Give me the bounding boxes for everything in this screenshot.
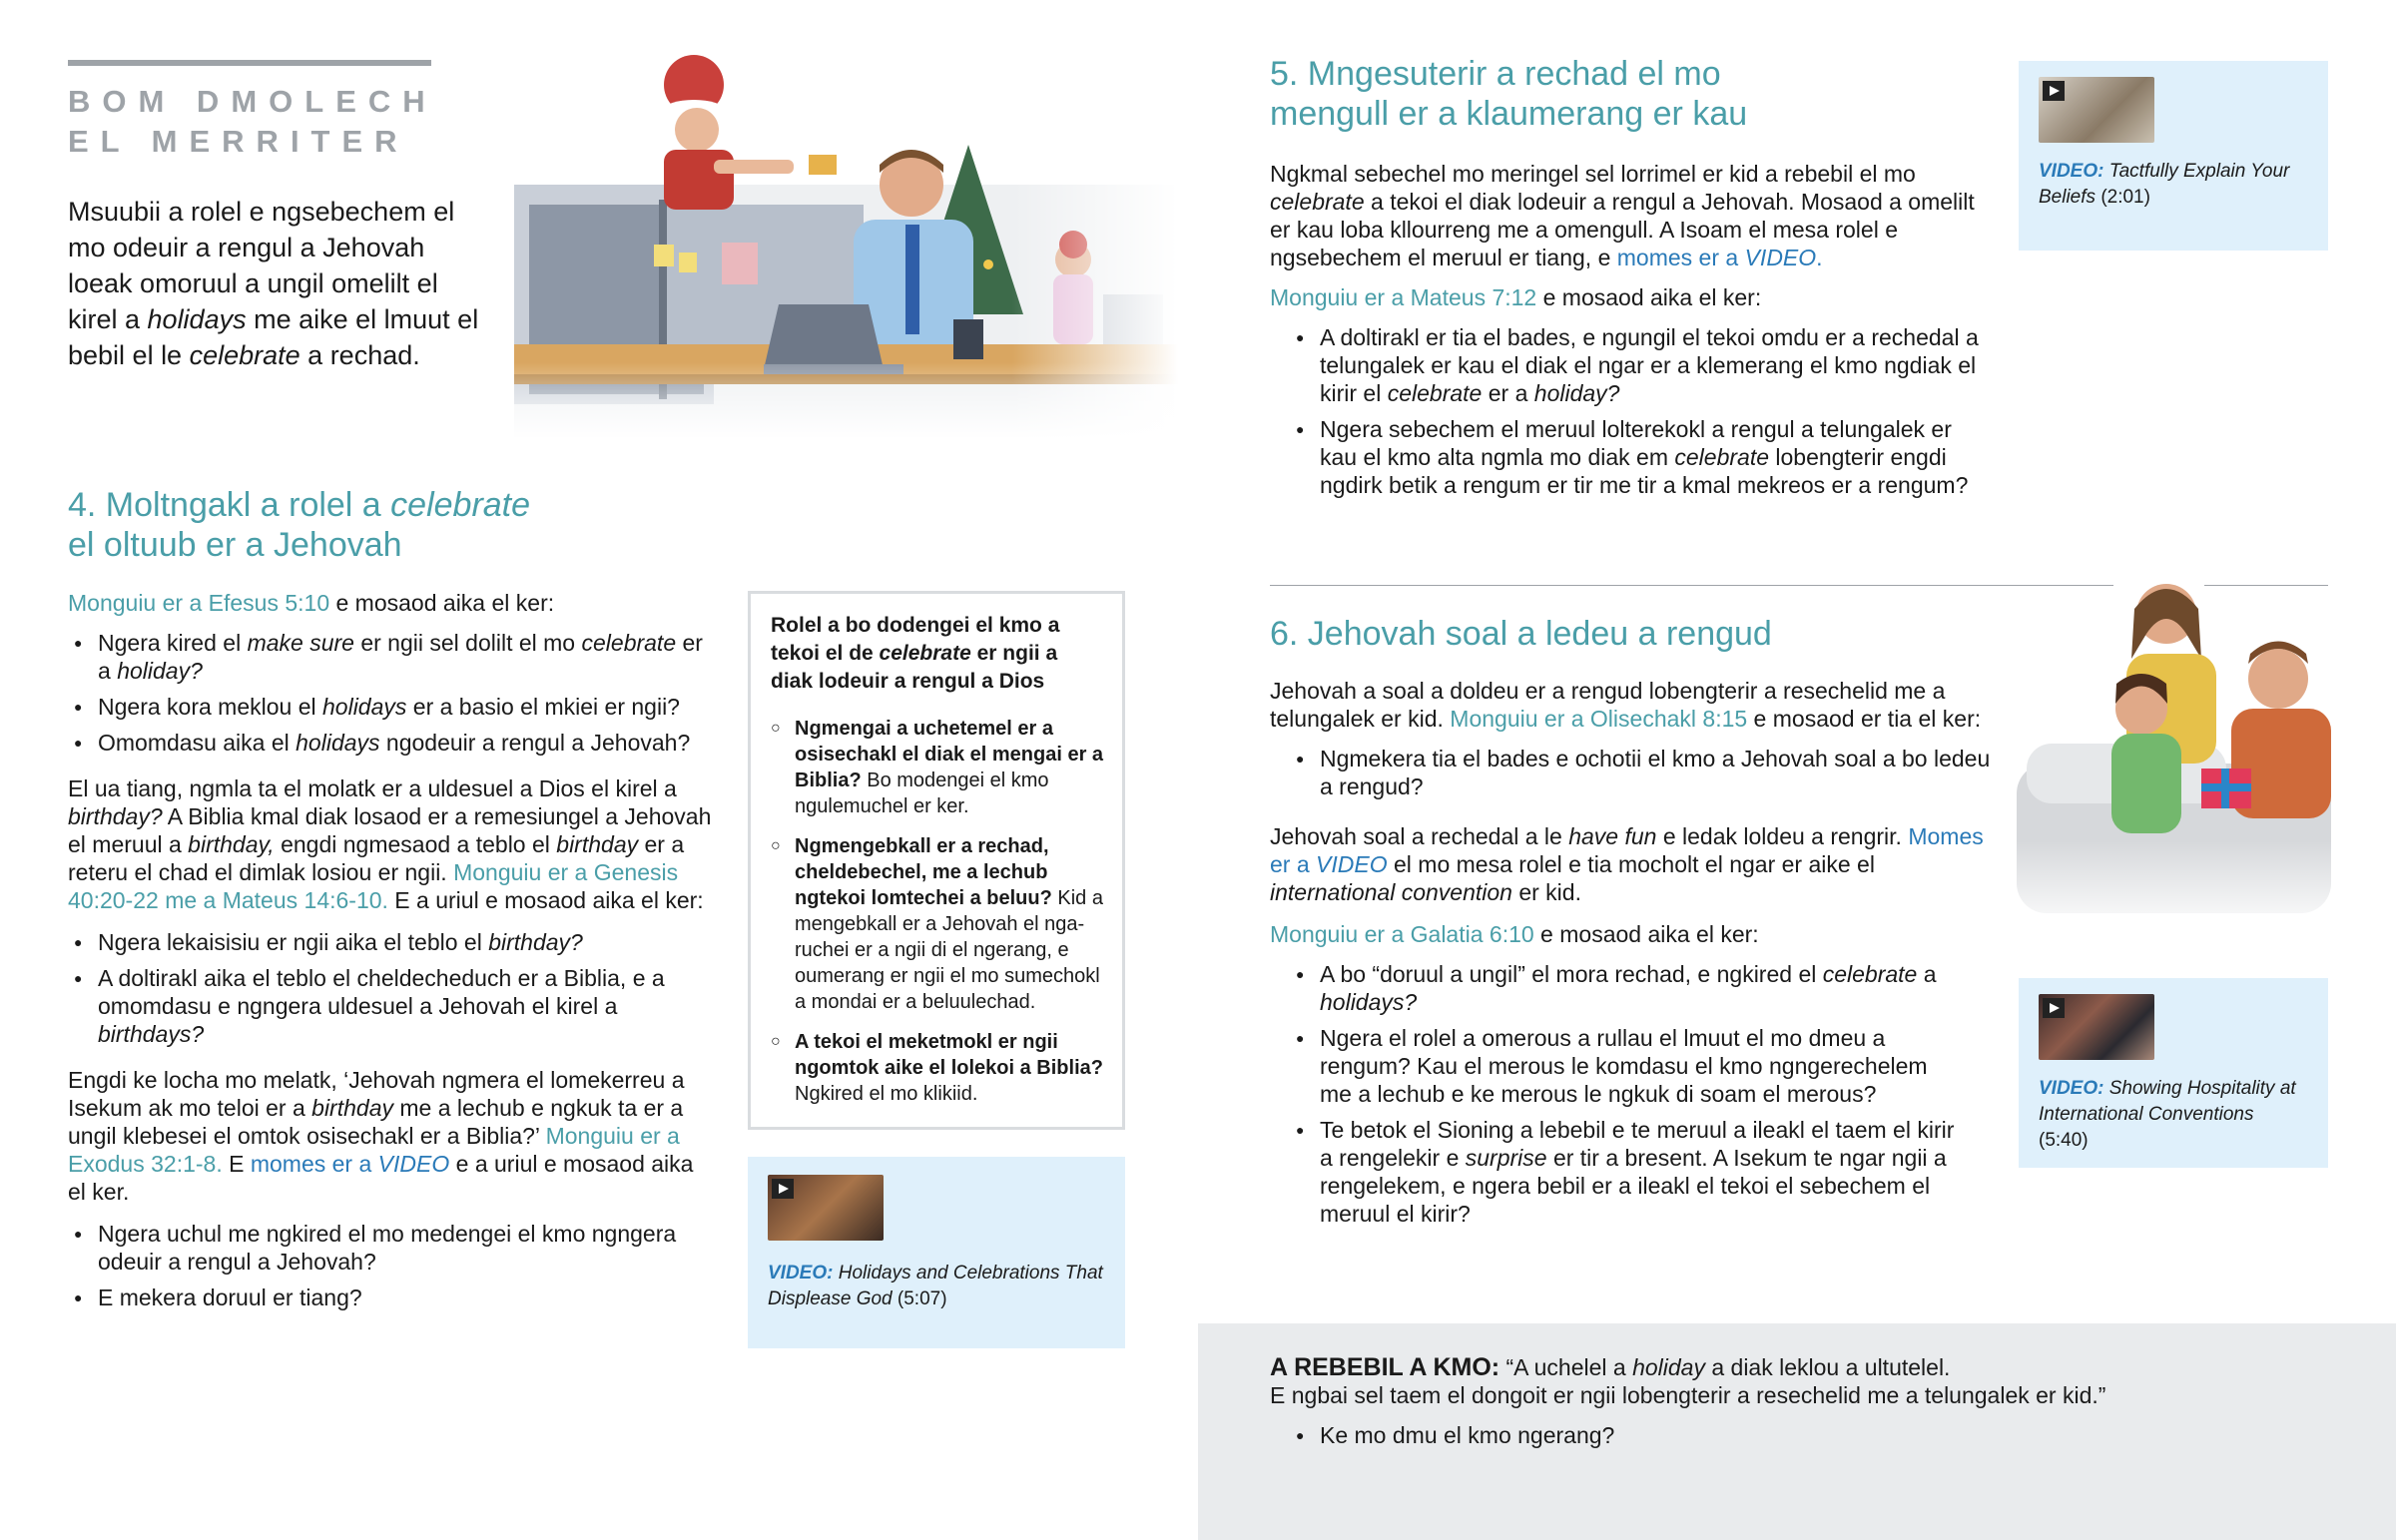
list-item: ● A bo “doruul a ungil” el mora rechad, e ngkired el celebrate a holidays? xyxy=(1290,960,1959,1016)
family-gift-illustration xyxy=(2017,564,2331,933)
section6-bullets-1 xyxy=(1270,745,2004,800)
office-holiday-illustration xyxy=(514,55,1178,439)
video-title: VIDEO: Tactfully Explain Your Beliefs (2:01) xyxy=(2039,161,2290,208)
list-item: ● Ngera lekaisisiu er ngii aika el teblo el birthday? xyxy=(68,928,717,956)
summary-text-line2: E ngbai sel taem el dongoit er ngii lobengterir a resechelid me a telungalek er kid.” xyxy=(1270,1382,2106,1408)
play-icon xyxy=(2043,998,2065,1018)
list-item: ● E mekera doruul er tiang? xyxy=(68,1283,717,1311)
section4-bullets-3 xyxy=(68,1220,717,1311)
section4-bullets-2 xyxy=(68,928,717,1048)
list-item: ● Omomdasu aika el holidays ngodeuir a rengul a Jehovah? xyxy=(68,729,717,757)
list-item: ● A doltirakl er tia el bades, e ngungil el tekoi omdu er a rechedal a telungalek er kau el diak el ngar er a klemerang el kmo ngdiak el kirir el celebrate er a holiday? xyxy=(1290,323,1985,407)
section4-paragraph-3: Engdi ke locha mo melatk, ‘Jehovah ngmera el lomekerreu a Isekum ak mo teloi er a birthday me a lechub e ngkuk ta er a ungil klebesei el omtok osisechakl er a Biblia?’ Monguiu er a Exodus 32:1-8. E momes er a VIDEO e a uriul e mosaod aika el ker. xyxy=(68,1067,694,1205)
sidebox-title: Rolel a bo dodengei el kmo a tekoi el de celebrate er ngii a diak lodeuir a rengul a Dios xyxy=(771,614,1060,693)
section5-bullets xyxy=(1270,323,1985,499)
intro-rule xyxy=(68,60,431,66)
summary-text: A REBEBIL A KMO: “A uchelel a holiday a diak leklou a ultutelel. xyxy=(1270,1353,1951,1381)
video-title: VIDEO: Holidays and Celebrations That Displease God (5:07) xyxy=(768,1263,1103,1309)
list-item: ● Ngera el rolel a omerous a rullau el lmuut el mo dmeu a rengum? Kau el merous le komdasu el kmo ngngerechelem me a lechub e ke merous le ngkuk di soam el merous? xyxy=(1290,1024,1959,1108)
list-item: ○ A tekoi el meketmokl er ngii ngomtok aike el lolekoi a Biblia? Ngkired el mo klikiid. xyxy=(771,1029,1104,1107)
list-item: ● Ngera sebechem el meruul lolterekokl a rengul a telungalek er kau el kmo alta ngmla mo diak em celebrate lobengterir engdi ngdirk betik a rengum er tir me tir a kmal mekreos er a rengum? xyxy=(1290,415,1985,499)
scripture-link-exodus[interactable]: Monguiu er a Exodus 32:1-8. xyxy=(68,1123,680,1177)
video-thumbnail[interactable] xyxy=(768,1175,884,1241)
play-icon xyxy=(772,1179,794,1199)
list-item: ● Ngera kired el make sure er ngii sel dolilt el mo celebrate er a holiday? xyxy=(68,629,717,685)
video-title: VIDEO: Showing Hospitality at International Conventions (5:40) xyxy=(2039,1078,2296,1151)
summary-bullets xyxy=(1270,1421,2324,1449)
scripture-link-mateus[interactable]: Monguiu er a Mateus 7:12 xyxy=(1270,284,1537,310)
video-thumbnail[interactable] xyxy=(2039,77,2154,143)
video-card-hospitality[interactable] xyxy=(2019,978,2328,1168)
section4-body: Monguiu er a Efesus 5:10 e mosaod aika el ker: ● Ngera kired el make sure er ngii sel dolilt el mo celebrate er a holiday? ● Ngera kora meklou el holidays er a basio el mkiei er ngii? ● Omomdasu aika el holidays ngodeuir a rengul a Jehovah? El ua tiang, ngmla ta el molatk er a uldesuel a Dios el kirel a birthday? A Biblia kmal diak losaod er a remesiungel a Jehovah el meruul a birthday, engdi ngmesaod a teblo el birthday er a reteru el chad el dimlak losiou er ngii. Monguiu er a Genesis 40:20-22 me a Mateus 14:6-10. E a uriul e mosaod aika el ker: ● Ngera lekaisisiu er ngii aika el teblo el birthday? ● A doltirakl aika el teblo el cheldecheduch er a Biblia, e a omomdasu e ngngera uldesuel a Jehovah el kirel a birthdays? Engdi ke locha mo melatk, ‘Jehovah ngmera el lomekerreu a Isekum ak mo teloi er a birthday me a lechub e ngkuk ta er a ungil klebesei el omtok osisechakl er a Biblia?’ Monguiu er a Exodus 32:1-8. E momes er a VIDEO e a uriul e mosaod aika el ker. ● Ngera uchul me ngkired el mo medengei el kmo ngngera odeuir a rengul a Jehovah? ● E mekera doruul er tiang? xyxy=(68,589,717,1319)
video-link[interactable]: Momes er a VIDEO xyxy=(1270,823,1984,877)
sidebox-list xyxy=(771,716,1104,1107)
video-card-holidays[interactable] xyxy=(748,1157,1125,1348)
video-thumbnail[interactable] xyxy=(2039,994,2154,1060)
section4-title: 4. Moltngakl a rolel a celebrate el oltuub er a Jehovah xyxy=(68,486,531,564)
section6-paragraph-2: Jehovah soal a rechedal a le have fun e ledak loldeu a rengrir. Momes er a VIDEO el mo mesa rolel e tia mocholt el ngar er aike el international convention er kid. xyxy=(1270,823,1984,905)
section5-title: 5. Mngesuterir a rechad el mo mengull er a klaumerang er kau xyxy=(1270,55,1748,133)
section4-paragraph-2: El ua tiang, ngmla ta el molatk er a uldesuel a Dios el kirel a birthday? A Biblia kmal diak losaod er a remesiungel a Jehovah el meruul a birthday, engdi ngmesaod a teblo el birthday er a reteru el chad el dimlak losiou er ngii. Monguiu er a Genesis 40:20-22 me a Mateus 14:6-10. E a uriul e mosaod aika el ker: xyxy=(68,775,712,913)
section6-body: Jehovah a soal a doldeu er a rengud lobengterir a resechelid me a telungalek er kid. Monguiu er a Olisechakl 8:15 e mosaod er tia el ker: ● Ngmekera tia el bades e ochotii el kmo a Jehovah soal a bo ledeu a rengud? Jehovah soal a rechedal a le have fun e ledak loldeu a rengrir. Momes er a VIDEO el mo mesa rolel e tia mocholt el ngar er aike el international convention er kid. Monguiu er a Galatia 6:10 e mosaod aika el ker: ● A bo “doruul a ungil” el mora rechad, e ngkired el celebrate a holidays? ● Ngera el rolel a omerous a rullau el lmuut el mo dmeu a rengum? Kau el merous le komdasu el kmo ngngerechelem me a lechub e ke merous le ngkuk di soam el merous? ● Te betok el Sioning a lebebil e te meruul a ileakl el taem el kirir a rengelekir e surprise er tir a bresent. A Isekum te ngar ngii a rengelekem, e ngera bebil er a ileakl el tekoi el sebechem el meruul el kirir? xyxy=(1270,677,2004,1236)
section4-bullets-1 xyxy=(68,629,717,757)
section6-bullets-2 xyxy=(1270,960,1959,1228)
section5-paragraph: Ngkmal sebechel mo meringel sel lorrimel er kid a rebebil el mo celebrate a tekoi el diak lodeuir a rengul a Jehovah. Mosaod a omelilt er kau loba kllourreng me a omengull. A Isoam el mesa rolel e ngsebechem el meruul er tiang, e momes er a VIDEO. xyxy=(1270,161,1975,270)
section6-title: 6. Jehovah soal a ledeu a rengud xyxy=(1270,615,1772,653)
intro-text: Msuubii a rolel e ngsebechem el mo odeuir a rengul a Jehovah loeak omoruul a ungil omelilt el kirel a holidays me aike el lmuut el bebil el le celebrate a rechad. xyxy=(68,197,479,370)
play-icon xyxy=(2043,81,2065,101)
list-item: ● Te betok el Sioning a lebebil e te meruul a ileakl el taem el kirir a rengelekir e surprise er tir a bresent. A Isekum te ngar ngii a rengelekem, e ngera bebil er a ileakl el tekoi el sebechem el meruul el kirir? xyxy=(1290,1116,1959,1228)
video-link[interactable]: momes er a VIDEO. xyxy=(1616,245,1823,270)
list-item: ○ Ngmengebkall er a rechad, cheldebechel, me a lechub ngtekoi lomtechei a beluu? Kid a mengebkall er a Jehovah el ngaruchei er a ngii di el ngerang, e oumerang er ngii el mo sumechokl a mondai er a beluulechad. xyxy=(771,833,1104,1015)
list-item: ● Ngmekera tia el bades e ochotii el kmo a Jehovah soal a bo ledeu a rengud? xyxy=(1290,745,2004,800)
list-item: ● Ngera kora meklou el holidays er a basio el mkiei er ngii? xyxy=(68,693,717,721)
section5-body: Ngkmal sebechel mo meringel sel lorrimel er kid a rebebil el mo celebrate a tekoi el diak lodeuir a rengul a Jehovah. Mosaod a omelilt er kau loba kllourreng me a omengull. A Isoam el mesa rolel e ngsebechem el meruul er tiang, e momes er a VIDEO. Monguiu er a Mateus 7:12 e mosaod aika el ker: ● A doltirakl er tia el bades, e ngungil el tekoi omdu er a rechedal a telungalek er kau el diak el ngar er a klemerang el kmo ngdiak el kirir el celebrate er a holiday? ● Ngera sebechem el meruul lolterekokl a rengul a telungalek er kau el kmo alta ngmla mo diak em celebrate lobengterir engdi ngdirk betik a rengum er tir me tir a kmal mekreos er a rengum? xyxy=(1270,160,1985,507)
scripture-link-olisechakl[interactable]: Monguiu er a Olisechakl 8:15 xyxy=(1450,706,1748,732)
intro-heading: BOM DMOLECH EL MERRITER xyxy=(68,84,437,159)
summary-band xyxy=(1198,1323,2396,1540)
list-item: ● Ke mo dmu el kmo ngerang? xyxy=(1290,1421,2324,1449)
scripture-link-genesis-mateus[interactable]: Monguiu er a Genesis 40:20-22 me a Mateus 14:6-10. xyxy=(68,859,679,913)
list-item: ○ Ngmengai a uchetemel er a osisechakl el diak el mengai er a Biblia? Bo modengei el kmo ngulemuchel er ker. xyxy=(771,716,1104,819)
list-item: ● Ngera uchul me ngkired el mo medengei el kmo ngngera odeuir a rengul a Jehovah? xyxy=(68,1220,717,1276)
list-item: ● A doltirakl aika el teblo el cheldecheduch er a Biblia, e a omomdasu e ngngera uldesuel a Jehovah el kirel a birthdays? xyxy=(68,964,717,1048)
scripture-link-galatia[interactable]: Monguiu er a Galatia 6:10 xyxy=(1270,921,1534,947)
scripture-link-efesus[interactable]: Monguiu er a Efesus 5:10 xyxy=(68,590,330,616)
section-divider xyxy=(1270,585,2113,586)
tips-sidebox xyxy=(748,591,1125,1130)
video-card-beliefs[interactable] xyxy=(2019,61,2328,251)
video-link[interactable]: momes er a VIDEO xyxy=(250,1151,450,1177)
section6-paragraph-1: Jehovah a soal a doldeu er a rengud lobengterir a resechelid me a telungalek er kid. Monguiu er a Olisechakl 8:15 e mosaod er tia el ker: xyxy=(1270,678,1982,732)
